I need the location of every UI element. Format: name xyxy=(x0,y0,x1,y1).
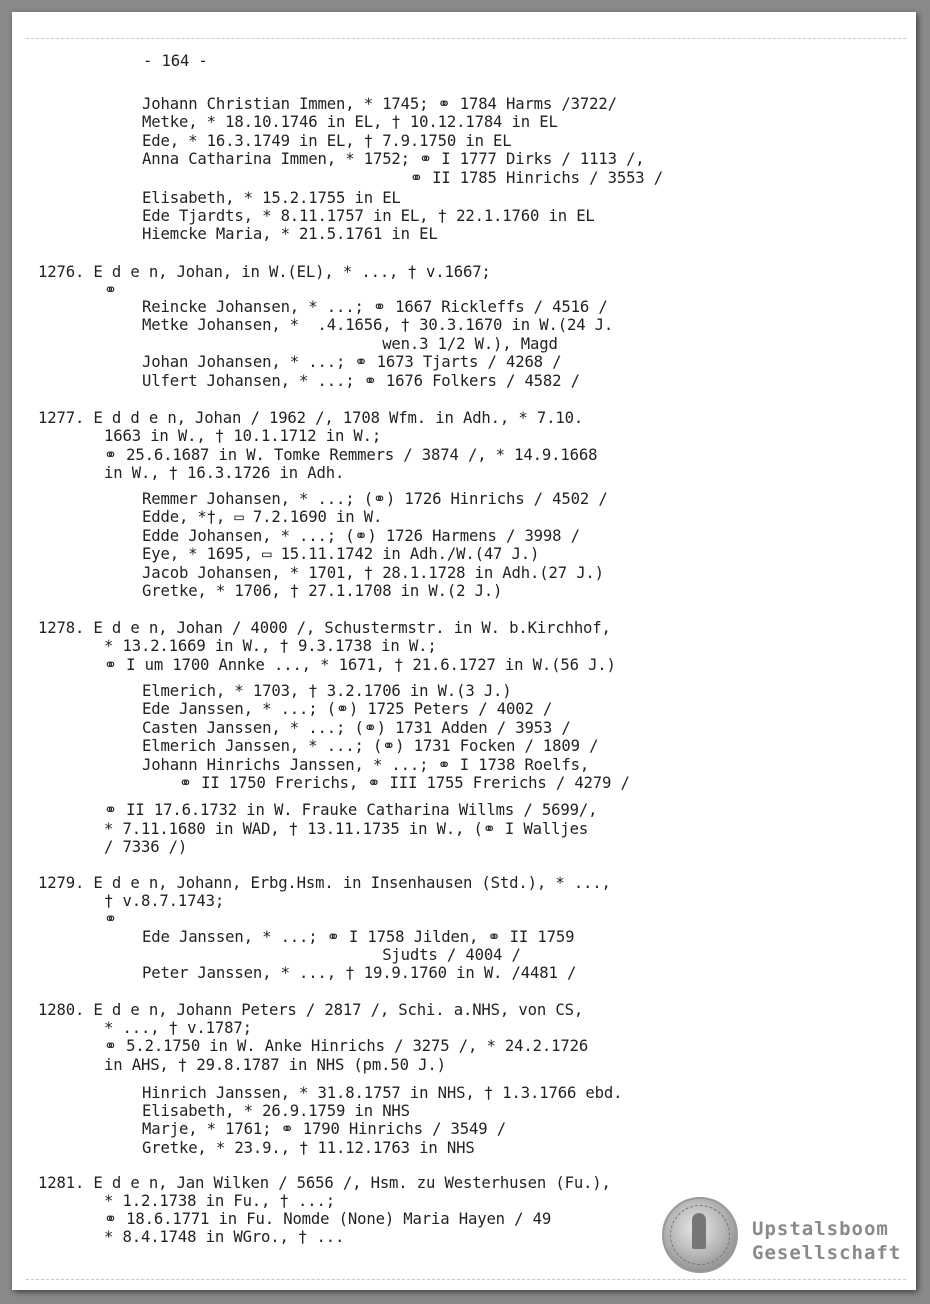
text-line: ⚭ II 1750 Frerichs, ⚭ III 1755 Frerichs / 4279 / xyxy=(142,774,630,792)
text-line: * ..., † v.1787; xyxy=(104,1019,252,1037)
text-line: * 1.2.1738 in Fu., † ...; xyxy=(104,1192,335,1210)
text-line: Johann Hinrichs Janssen, * ...; ⚭ I 1738 Roelfs, xyxy=(142,756,590,774)
text-line: ⚭ I um 1700 Annke ..., * 1671, † 21.6.1727 in W.(56 J.) xyxy=(104,656,616,674)
text-line: 1278. E d e n, Johan / 4000 /, Schustermstr. in W. b.Kirchhof, xyxy=(38,619,611,637)
text-line: Elisabeth, * 15.2.1755 in EL xyxy=(142,189,401,207)
text-line: * 8.4.1748 in WGro., † ... xyxy=(104,1228,345,1246)
text-line: wen.3 1/2 W.), Magd xyxy=(142,335,558,353)
text-line: ⚭ xyxy=(104,281,117,299)
text-line: ⚭ 25.6.1687 in W. Tomke Remmers / 3874 /, * 14.9.1668 xyxy=(104,446,598,464)
text-line: Marje, * 1761; ⚭ 1790 Hinrichs / 3549 / xyxy=(142,1120,506,1138)
text-line: Gretke, * 1706, † 27.1.1708 in W.(2 J.) xyxy=(142,582,503,600)
text-line: / 7336 /) xyxy=(104,838,188,856)
text-line: Ede Tjardts, * 8.11.1757 in EL, † 22.1.1760 in EL xyxy=(142,207,595,225)
text-line: 1277. E d d e n, Johan / 1962 /, 1708 Wfm. in Adh., * 7.10. xyxy=(38,409,584,427)
seal-logo-icon xyxy=(662,1197,738,1273)
text-line: Edde Johansen, * ...; (⚭) 1726 Harmens / 3998 / xyxy=(142,527,580,545)
text-line: Elisabeth, * 26.9.1759 in NHS xyxy=(142,1102,410,1120)
document-page xyxy=(12,12,916,1290)
text-line: Metke, * 18.10.1746 in EL, † 10.12.1784 in EL xyxy=(142,113,558,131)
text-line: ⚭ 5.2.1750 in W. Anke Hinrichs / 3275 /, * 24.2.1726 xyxy=(104,1037,589,1055)
text-line: 1276. E d e n, Johan, in W.(EL), * ..., † v.1667; xyxy=(38,263,491,281)
text-line: Ulfert Johansen, * ...; ⚭ 1676 Folkers / 4582 / xyxy=(142,372,580,390)
text-line: Jacob Johansen, * 1701, † 28.1.1728 in Adh.(27 J.) xyxy=(142,564,604,582)
page-number: - 164 - xyxy=(143,52,208,70)
watermark-line-2: Gesellschaft xyxy=(752,1242,902,1264)
bottom-border xyxy=(26,1279,906,1280)
text-line: Gretke, * 23.9., † 11.12.1763 in NHS xyxy=(142,1139,475,1157)
text-line: Edde, *†, ▭ 7.2.1690 in W. xyxy=(142,508,383,526)
text-line: * 7.11.1680 in WAD, † 13.11.1735 in W., (⚭ I Walljes xyxy=(104,820,589,838)
text-line: Johan Johansen, * ...; ⚭ 1673 Tjarts / 4268 / xyxy=(142,353,562,371)
text-line: † v.8.7.1743; xyxy=(104,892,225,910)
text-line: Peter Janssen, * ..., † 19.9.1760 in W. /4481 / xyxy=(142,964,577,982)
text-line: Ede Janssen, * ...; ⚭ I 1758 Jilden, ⚭ II 1759 xyxy=(142,928,575,946)
text-line: Elmerich, * 1703, † 3.2.1706 in W.(3 J.) xyxy=(142,682,512,700)
text-line: ⚭ II 17.6.1732 in W. Frauke Catharina Willms / 5699/, xyxy=(104,801,598,819)
text-line: Sjudts / 4004 / xyxy=(142,946,521,964)
text-line: * 13.2.1669 in W., † 9.3.1738 in W.; xyxy=(104,637,437,655)
text-line: Metke Johansen, * .4.1656, † 30.3.1670 in W.(24 J. xyxy=(142,316,614,334)
text-line: ⚭ II 1785 Hinrichs / 3553 / xyxy=(142,169,664,187)
text-line: 1281. E d e n, Jan Wilken / 5656 /, Hsm. zu Westerhusen (Fu.), xyxy=(38,1174,611,1192)
text-line: Ede, * 16.3.1749 in EL, † 7.9.1750 in EL xyxy=(142,132,512,150)
text-line: Casten Janssen, * ...; (⚭) 1731 Adden / 3953 / xyxy=(142,719,571,737)
text-line: Hinrich Janssen, * 31.8.1757 in NHS, † 1.3.1766 ebd. xyxy=(142,1084,623,1102)
text-line: Ede Janssen, * ...; (⚭) 1725 Peters / 4002 / xyxy=(142,700,553,718)
text-line: 1280. E d e n, Johann Peters / 2817 /, Schi. a.NHS, von CS, xyxy=(38,1001,584,1019)
text-line: Anna Catharina Immen, * 1752; ⚭ I 1777 Dirks / 1113 /, xyxy=(142,150,645,168)
text-line: ⚭ 18.6.1771 in Fu. Nomde (None) Maria Hayen / 49 xyxy=(104,1210,552,1228)
text-line: Remmer Johansen, * ...; (⚭) 1726 Hinrichs / 4502 / xyxy=(142,490,608,508)
top-border xyxy=(26,38,906,39)
watermark-line-1: Upstalsboom xyxy=(752,1218,889,1240)
text-line: 1279. E d e n, Johann, Erbg.Hsm. in Insenhausen (Std.), * ..., xyxy=(38,874,611,892)
text-line: ⚭ xyxy=(104,910,117,928)
text-line: Hiemcke Maria, * 21.5.1761 in EL xyxy=(142,225,438,243)
text-line: Eye, * 1695, ▭ 15.11.1742 in Adh./W.(47 J.) xyxy=(142,545,540,563)
text-line: Elmerich Janssen, * ...; (⚭) 1731 Focken / 1809 / xyxy=(142,737,599,755)
text-line: in AHS, † 29.8.1787 in NHS (pm.50 J.) xyxy=(104,1056,446,1074)
text-line: 1663 in W., † 10.1.1712 in W.; xyxy=(104,427,382,445)
text-line: Reincke Johansen, * ...; ⚭ 1667 Rickleffs / 4516 / xyxy=(142,298,608,316)
text-line: Johann Christian Immen, * 1745; ⚭ 1784 Harms /3722/ xyxy=(142,95,617,113)
text-line: in W., † 16.3.1726 in Adh. xyxy=(104,464,345,482)
